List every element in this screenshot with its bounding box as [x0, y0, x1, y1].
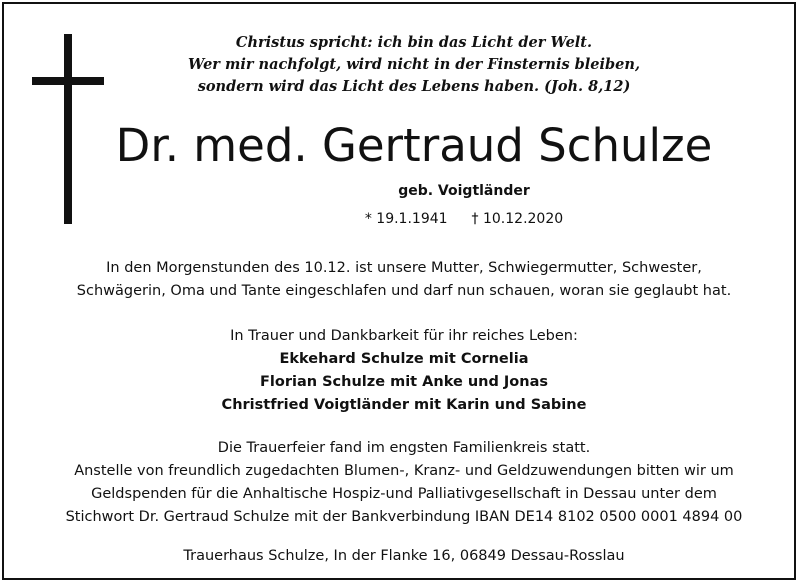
verse-line: Christus spricht: ich bin das Licht der Welt. — [235, 34, 593, 51]
mourner-name: Ekkehard Schulze mit Cornelia — [279, 351, 529, 367]
notes-line: Geldspenden für die Anhaltische Hospiz-und Palliativgesellschaft in Dessau unter dem — [91, 486, 717, 502]
funeral-notes — [24, 437, 784, 529]
verse-line: sondern wird das Licht des Lebens haben. (Joh. 8,12) — [197, 78, 631, 95]
birth-name: geb. Voigtländer — [398, 183, 530, 199]
notice-frame — [2, 2, 796, 580]
cross-horizontal-bar — [32, 77, 104, 85]
bible-verse — [134, 32, 694, 98]
birth-date: * 19.1.1941 — [364, 211, 448, 227]
intro-line: Schwägerin, Oma und Tante eingeschlafen und darf nun schauen, woran sie geglaubt hat. — [76, 283, 732, 299]
life-dates — [204, 209, 724, 229]
mourners-section — [24, 325, 784, 417]
mourner-name: Florian Schulze mit Anke und Jonas — [260, 374, 548, 390]
mourner-name: Christfried Voigtländer mit Karin und Sabine — [221, 397, 587, 413]
notes-line: Anstelle von freundlich zugedachten Blumen-, Kranz- und Geldzuwendungen bitten wir um — [74, 463, 734, 479]
death-date: † 10.12.2020 — [471, 211, 564, 227]
intro-text — [24, 257, 784, 303]
notes-line: Stichwort Dr. Gertraud Schulze mit der Bankverbindung IBAN DE14 8102 0500 0001 4894 00 — [65, 509, 743, 525]
notes-line: Die Trauerfeier fand im engsten Familienkreis statt. — [217, 440, 591, 456]
intro-line: In den Morgenstunden des 10.12. ist unsere Mutter, Schwiegermutter, Schwester, — [106, 260, 702, 276]
verse-line: Wer mir nachfolgt, wird nicht in der Finsternis bleiben, — [187, 56, 640, 73]
mourning-house-address: Trauerhaus Schulze, In der Flanke 16, 06849 Dessau-Rosslau — [183, 548, 625, 564]
mourning-heading: In Trauer und Dankbarkeit für ihr reiches Leben: — [230, 328, 578, 344]
deceased-name: Dr. med. Gertraud Schulze — [115, 119, 713, 172]
